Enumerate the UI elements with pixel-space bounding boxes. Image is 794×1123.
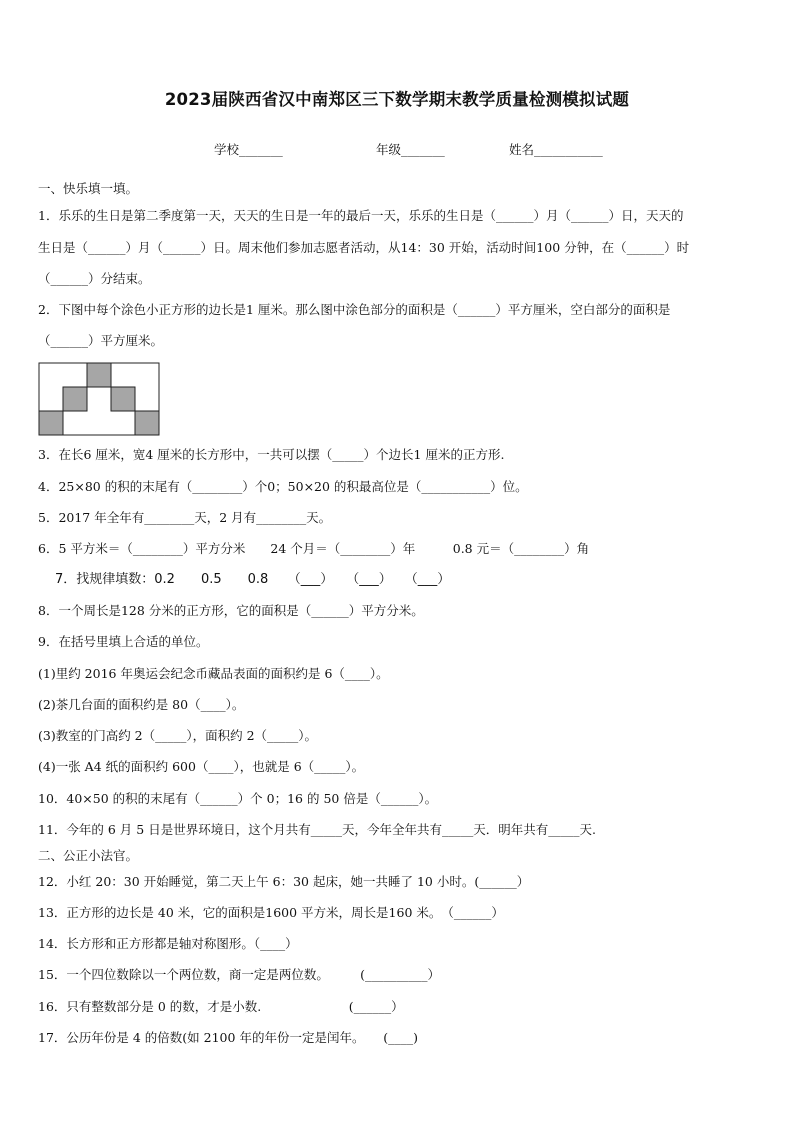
question-15: 15．一个四位数除以一个两位数，商一定是两位数。 (__________） xyxy=(38,967,441,982)
question-11: 11．今年的 6 月 5 日是世界环境日，这个月共有_____天，今年全年共有_____天．明年共有_____天. xyxy=(38,822,596,837)
question-2-line-2: （______）平方厘米。 xyxy=(38,333,164,348)
question-13: 13．正方形的边长是 40 米，它的面积是1600 平方米，周长是160 米。 （______） xyxy=(38,905,504,920)
section-heading-one: 一、快乐填一填。 xyxy=(38,181,139,196)
question-12: 12．小红 20：30 开始睡觉，第二天上午 6：30 起床，她一共睡了 10 小时。(______） xyxy=(38,874,530,889)
question-7: 7．找规律填数：0.2 0.5 0.8 （___） （___） （___） xyxy=(55,572,451,587)
question-6: 6．5 平方米＝（________）平方分米 24 个月＝（________）年 0.8 元＝（________）角 xyxy=(38,541,590,556)
question-9-part-1: (1)里约 2016 年奥运会纪念币藏品表面的面积约是 6（____）。 xyxy=(38,666,389,681)
section-heading-two: 二、公正小法官。 xyxy=(38,848,139,863)
shaded-square xyxy=(39,411,63,435)
name-field[interactable]: 姓名___________ xyxy=(509,142,603,157)
grade-field[interactable]: 年级_______ xyxy=(376,142,445,157)
shaded-square xyxy=(87,363,111,387)
shaded-square xyxy=(111,387,135,411)
question-5: 5．2017 年全年有________天，2 月有________天。 xyxy=(38,510,332,525)
question-1-line-2: 生日是（______）月（______）日。周末他们参加志愿者活动，从14：30 开始，活动时间100 分钟，在（______）时 xyxy=(38,240,690,255)
question-14: 14．长方形和正方形都是轴对称图形。（____） xyxy=(38,936,298,951)
question-4: 4．25×80 的积的末尾有（________）个0；50×20 的积最高位是（___________）位。 xyxy=(38,479,528,494)
shaded-square xyxy=(63,387,87,411)
question-16: 16．只有整数部分是 0 的数，才是小数. (______） xyxy=(38,999,404,1014)
question-9-part-2: (2)茶几台面的面积约是 80（____）。 xyxy=(38,697,245,712)
shaded-square xyxy=(135,411,159,435)
question-9-part-3: (3)教室的门高约 2（_____），面积约 2（_____）。 xyxy=(38,728,318,743)
question-3: 3．在长6 厘米，宽4 厘米的长方形中，一共可以摆（_____）个边长1 厘米的正方形. xyxy=(38,447,505,462)
question-8: 8．一个周长是128 分米的正方形，它的面积是（______）平方分米。 xyxy=(38,603,424,618)
shaded-squares-figure xyxy=(38,362,160,436)
question-1-line-1: 1．乐乐的生日是第二季度第一天，天天的生日是一年的最后一天，乐乐的生日是（______）月（______）日，天天的 xyxy=(38,208,684,223)
question-9: 9．在括号里填上合适的单位。 xyxy=(38,634,209,649)
question-10: 10．40×50 的积的末尾有（______）个 0；16 的 50 倍是（______）。 xyxy=(38,791,438,806)
page-title: 2023届陕西省汉中南郑区三下数学期末教学质量检测模拟试题 xyxy=(164,90,630,109)
question-9-part-4: (4)一张 A4 纸的面积约 600（____），也就是 6（_____）。 xyxy=(38,759,365,774)
question-2-line-1: 2．下图中每个涂色小正方形的边长是1 厘米。那么图中涂色部分的面积是（______）平方厘米，空白部分的面积是 xyxy=(38,302,671,317)
question-17: 17．公历年份是 4 的倍数(如 2100 年的年份一定是闰年。 (____) xyxy=(38,1030,418,1045)
question-1-line-3: （______）分结束。 xyxy=(38,271,151,286)
school-field[interactable]: 学校_______ xyxy=(214,142,283,157)
